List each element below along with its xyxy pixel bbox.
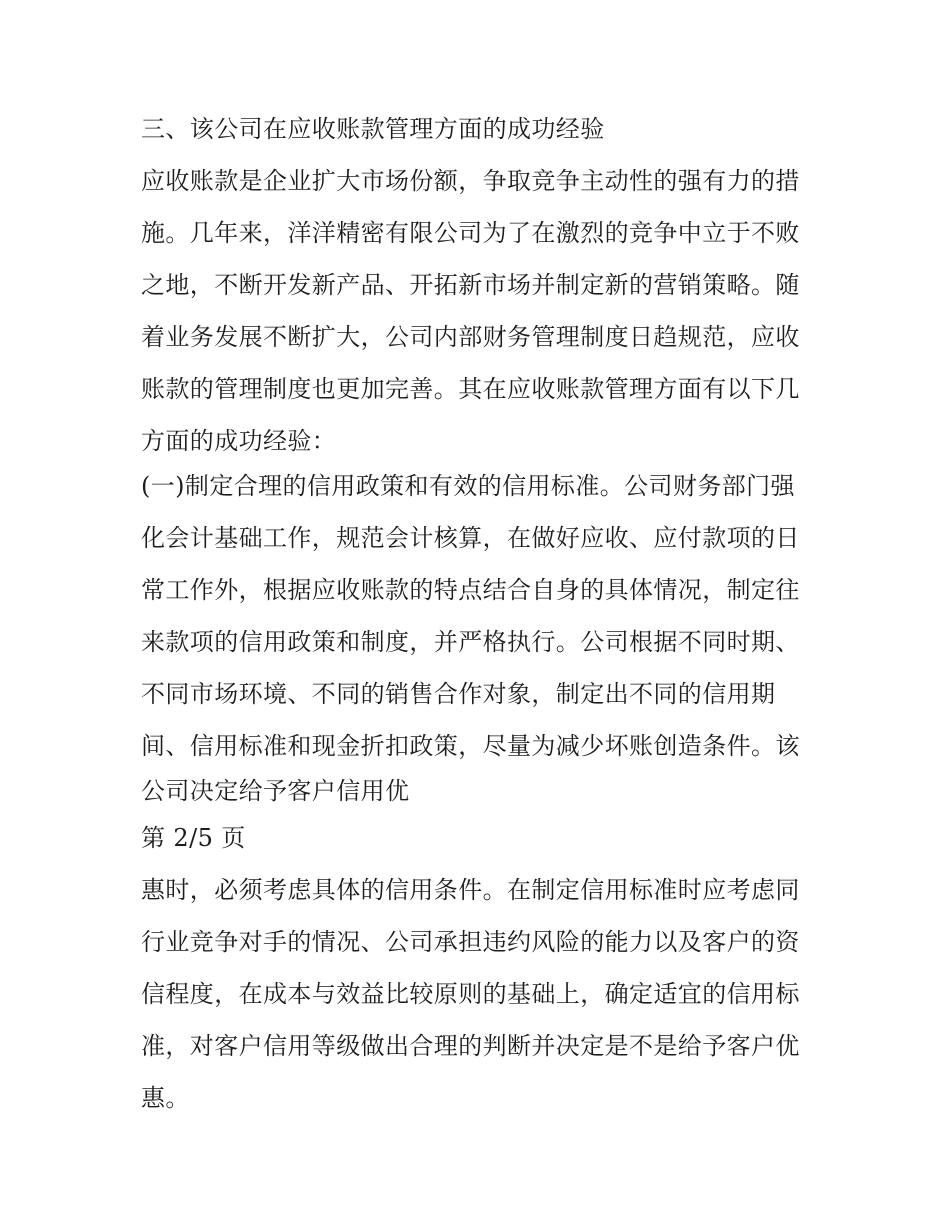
paragraph-line: 间、信用标准和现金折扣政策，尽量为减少坏账创造条件。该: [141, 732, 800, 760]
paragraph-line: 信程度，在成本与效益比较原则的基础上，确定适宜的信用标: [141, 980, 800, 1008]
paragraph-line: 惠时，必须考虑具体的信用条件。在制定信用标准时应考虑同: [141, 876, 800, 904]
paragraph-line: 公司决定给予客户信用优: [141, 777, 410, 805]
paragraph-line: 应收账款是企业扩大市场份额，争取竞争主动性的强有力的措: [141, 167, 800, 195]
paragraph-line: 账款的管理制度也更加完善。其在应收账款管理方面有以下几: [141, 375, 800, 403]
paragraph-line: 化会计基础工作，规范会计核算，在做好应收、应付款项的日: [141, 524, 800, 552]
page-number: 第 2/5 页: [141, 824, 246, 852]
paragraph-line: 常工作外，根据应收账款的特点结合自身的具体情况，制定往: [141, 576, 800, 604]
paragraph-line: 行业竞争对手的情况、公司承担违约风险的能力以及客户的资: [141, 928, 800, 956]
paragraph-line: 不同市场环境、不同的销售合作对象，制定出不同的信用期: [141, 680, 776, 708]
paragraph-line: 惠。: [141, 1084, 190, 1112]
paragraph-line: 准，对客户信用等级做出合理的判断并决定是不是给予客户优: [141, 1032, 800, 1060]
paragraph-line: 来款项的信用政策和制度，并严格执行。公司根据不同时期、: [141, 628, 800, 656]
paragraph-line: 方面的成功经验：: [141, 427, 337, 455]
section-heading: 三、该公司在应收账款管理方面的成功经验: [141, 115, 605, 143]
paragraph-line: (一)制定合理的信用政策和有效的信用标准。公司财务部门强: [141, 472, 795, 500]
paragraph-line: 着业务发展不断扩大，公司内部财务管理制度日趋规范，应收: [141, 323, 800, 351]
paragraph-line: 之地，不断开发新产品、开拓新市场并制定新的营销策略。随: [141, 271, 800, 299]
paragraph-line: 施。几年来，洋洋精密有限公司为了在激烈的竞争中立于不败: [141, 219, 800, 247]
